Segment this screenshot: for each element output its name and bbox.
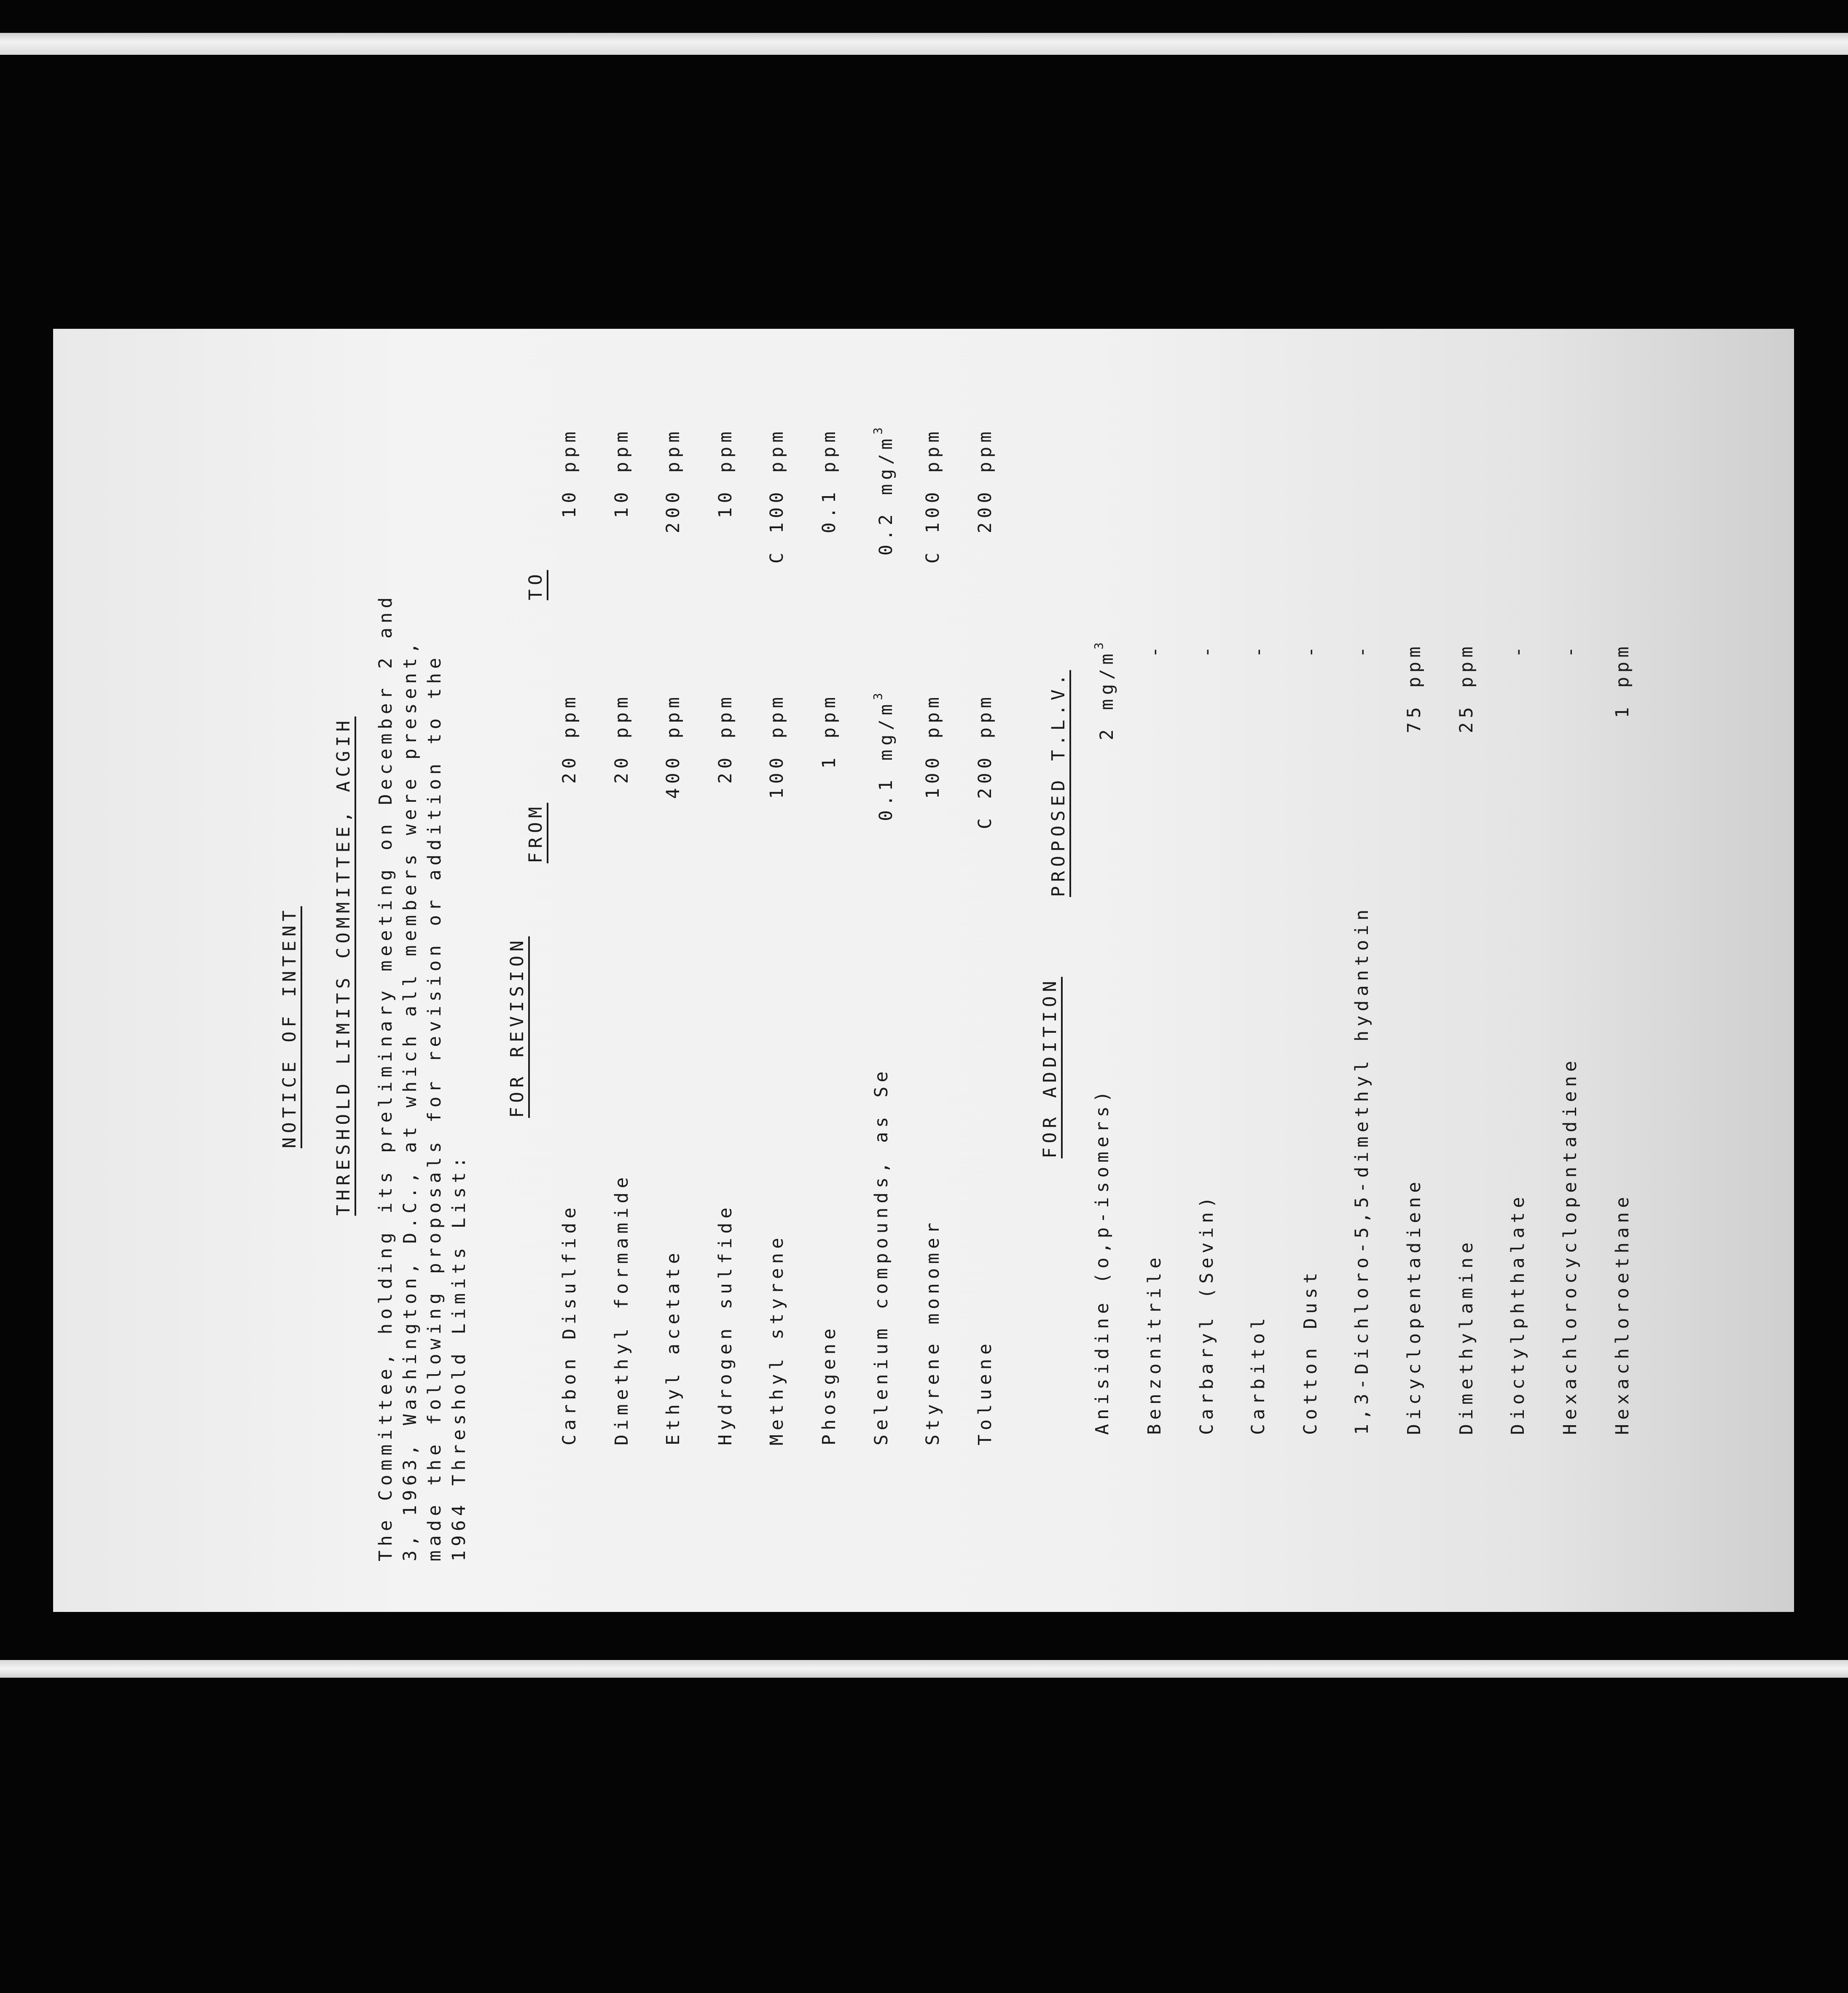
addition-row-name: Dicyclopentadiene [1404,1177,1425,1435]
revision-row-name: Carbon Disulfide [559,1203,580,1445]
intro-line: made the following proposals for revision or addition to the [424,653,445,1561]
addition-row-name: Hexachloroethane [1612,1193,1633,1435]
revision-row-from [922,693,943,954]
value-text: 10 ppm [715,427,736,518]
addition-row-name: Anisidine (o,p-isomers) [1092,1087,1113,1435]
tlv-column-header: PROPOSED T.L.V. [1048,670,1069,897]
revision-row-to [559,427,580,693]
addition-row-tlv [1404,642,1425,980]
revision-row-name: Toluene [975,1339,996,1445]
revision-row-name: Methyl styrene [766,1233,787,1445]
revision-row-to [611,427,632,693]
document-page [53,329,1794,1612]
addition-row-tlv [1560,642,1581,980]
value-text: C 100 ppm [766,427,787,564]
intro-line: The Committee, holding its preliminary meeting on December 2 and [375,593,396,1561]
revision-row-from [663,693,684,954]
revision-row-to [715,427,736,693]
value-text: C 200 ppm [975,693,996,829]
revision-row-from [819,693,840,954]
revision-row-from [766,693,787,954]
addition-row-tlv [1351,642,1373,980]
revision-row-name: Hydrogen sulfide [715,1203,736,1445]
document-subtitle: THRESHOLD LIMITS COMMITTEE, ACGIH [333,716,354,1216]
revision-row-name: Selenium compounds, as Se [871,1067,892,1445]
film-strip-bottom-edge [0,1660,1848,1678]
to-column-header: TO [525,570,546,600]
revision-row-from [715,693,736,954]
value-text: 400 ppm [663,693,684,799]
revision-row-to [922,427,943,693]
value-text: - [1144,642,1165,658]
addition-row-tlv [1507,642,1528,980]
film-strip-top-edge [0,33,1848,55]
value-text: 75 ppm [1404,642,1425,733]
revision-row-name: Dimethyl formamide [611,1173,632,1445]
addition-row-name: Benzonitrile [1144,1253,1165,1435]
value-text: 25 ppm [1456,642,1477,733]
addition-row-name: Carbaryl (Sevin) [1196,1193,1217,1435]
document-content [53,329,1794,1612]
value-text: - [1248,642,1269,658]
revision-row-to [819,427,840,693]
addition-row-name: Dimethylamine [1456,1238,1477,1435]
value-text: 200 ppm [663,427,684,534]
intro-line: 3, 1963, Washington, D.C., at which all members were present, [400,638,421,1561]
revision-heading: FOR REVISION [507,936,528,1118]
revision-row-name: Phosgene [819,1324,840,1445]
addition-row-name: Cotton Dust [1300,1268,1321,1435]
value-text: - [1507,642,1528,658]
revision-row-to [663,427,684,693]
addition-row-tlv [1092,642,1117,980]
addition-row-tlv [1300,642,1321,980]
addition-row-name: Hexachlorocyclopentadiene [1560,1056,1581,1435]
revision-row-name: Ethyl acetate [663,1249,684,1445]
value-text: 100 ppm [922,693,943,799]
value-text: 20 ppm [611,693,632,784]
superscript: 3 [871,427,885,435]
value-text: 2 mg/m [1096,649,1117,741]
value-text: 0.1 mg/m [876,700,897,821]
revision-row-from [975,693,996,954]
document-title: NOTICE OF INTENT [279,906,300,1148]
from-column-header: FROM [525,803,546,863]
addition-row-tlv [1456,642,1477,980]
superscript: 3 [1092,642,1106,650]
value-text: 20 ppm [559,693,580,784]
intro-line: 1964 Threshold Limits List: [449,1153,470,1561]
value-text: 0.2 mg/m [876,434,897,556]
value-text: 100 ppm [766,693,787,799]
revision-row-to [975,427,996,693]
addition-row-name: 1,3-Dichloro-5,5-dimethyl hydantoin [1351,905,1373,1435]
addition-row-name: Dioctylphthalate [1507,1193,1528,1435]
value-text: - [1300,642,1321,658]
value-text: 200 ppm [975,427,996,534]
value-text: 1 ppm [1612,642,1633,718]
value-text: - [1351,642,1373,658]
superscript: 3 [871,693,885,700]
value-text: 10 ppm [611,427,632,518]
value-text: 20 ppm [715,693,736,784]
revision-row-from [871,693,897,954]
value-text: - [1560,642,1581,658]
addition-row-tlv [1196,642,1217,980]
value-text: 1 ppm [819,693,840,769]
value-text: 10 ppm [559,427,580,518]
value-text: - [1196,642,1217,658]
revision-row-to [766,427,787,693]
revision-row-from [611,693,632,954]
addition-row-tlv [1144,642,1165,980]
value-text: C 100 ppm [922,427,943,564]
revision-row-to [871,427,897,693]
revision-row-from [559,693,580,954]
value-text: 0.1 ppm [819,427,840,534]
revision-row-name: Styrene monomer [922,1218,943,1445]
addition-row-tlv [1612,642,1633,980]
addition-row-tlv [1248,642,1269,980]
addition-heading: FOR ADDITION [1040,977,1061,1158]
addition-row-name: Carbitol [1248,1313,1269,1435]
